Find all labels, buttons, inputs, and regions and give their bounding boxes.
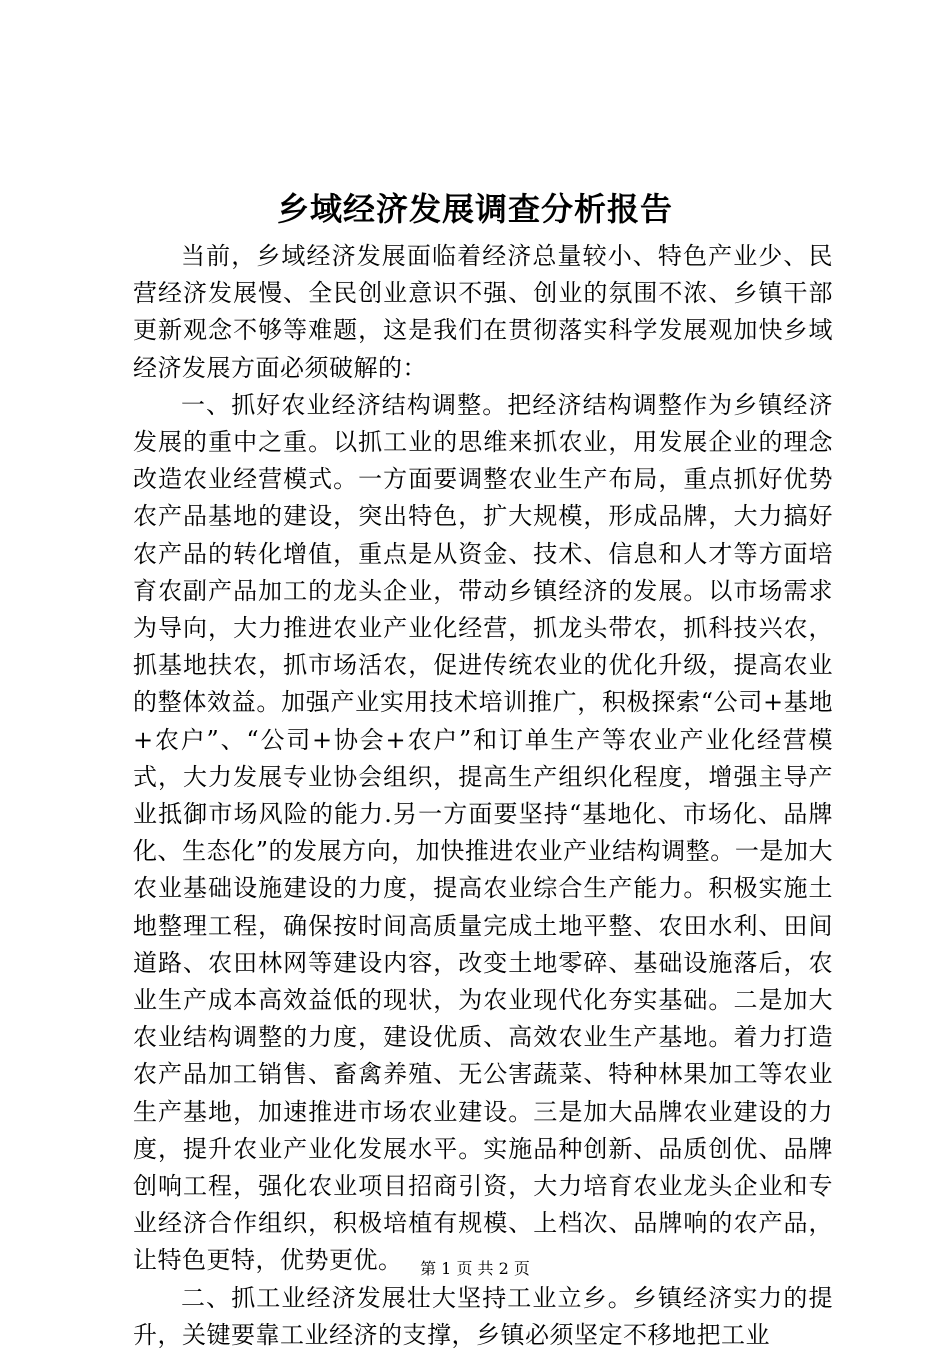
paragraph-section-2: 二、抓工业经济发展壮大坚持工业立乡。乡镇经济实力的提升，关键要靠工业经济的支撑，乡镇必须坚定不移地把工业 bbox=[133, 1283, 833, 1349]
document-title: 乡域经济发展调查分析报告 bbox=[276, 190, 673, 228]
document-body bbox=[133, 238, 833, 1354]
paragraph-section-1: 一、抓好农业经济结构调整。把经济结构调整作为乡镇经济发展的重中之重。以抓工业的思维来抓农业，用发展企业的理念改造农业经营模式。一方面要调整农业生产布局，重点抓好优势农产品基地的建设，突出特色，扩大规模，形成品牌，大力搞好农产品的转化增值，重点是从资金、技术、信息和人才等方面培育农副产品加工的龙头企业，带动乡镇经济的发展。以市场需求为导向，大力推进农业产业化经营，抓龙头带农，抓科技兴农，抓基地扶农，抓市场活农，促进传统农业的优化升级，提高农业的整体效益。加强产业实用技术培训推广，积极探索“公司+基地+农户”、“公司+协会+农户”和订单生产等农业产业化经营模式，大力发展专业协会组织，提高生产组织化程度，增强主导产业抵御市场风险的能力.另一方面要坚持“基地化、市场化、品牌化、生态化”的发展方向，加快推进农业产业结构调整。一是加大农业基础设施建设的力度，提高农业综合生产能力。积极实施土地整理工程，确保按时间高质量完成土地平整、农田水利、田间道路、农田林网等建设内容，改变土地零碎、基础设施落后，农业生产成本高效益低的现状，为农业现代化夯实基础。二是加大农业结构调整的力度，建设优质、高效农业生产基地。着力打造农产品加工销售、畜禽养殖、无公害蔬菜、特种林果加工等农业生产基地，加速推进市场农业建设。三是加大品牌农业建设的力度，提升农业产业化发展水平。实施品种创新、品质创优、品牌创响工程，强化农业项目招商引资，大力培育农业龙头企业和专业经济合作组织，积极培植有规模、上档次、品牌响的农产品，让特色更特，优势更优。 bbox=[133, 390, 833, 1275]
page-number-footer: 第 1 页 共 2 页 bbox=[420, 1259, 530, 1278]
paragraph-intro: 当前，乡域经济发展面临着经济总量较小、特色产业少、民营经济发展慢、全民创业意识不强、创业的氛围不浓、乡镇干部更新观念不够等难题，这是我们在贯彻落实科学发展观加快乡域经济发展方面必须破解的： bbox=[133, 242, 833, 382]
